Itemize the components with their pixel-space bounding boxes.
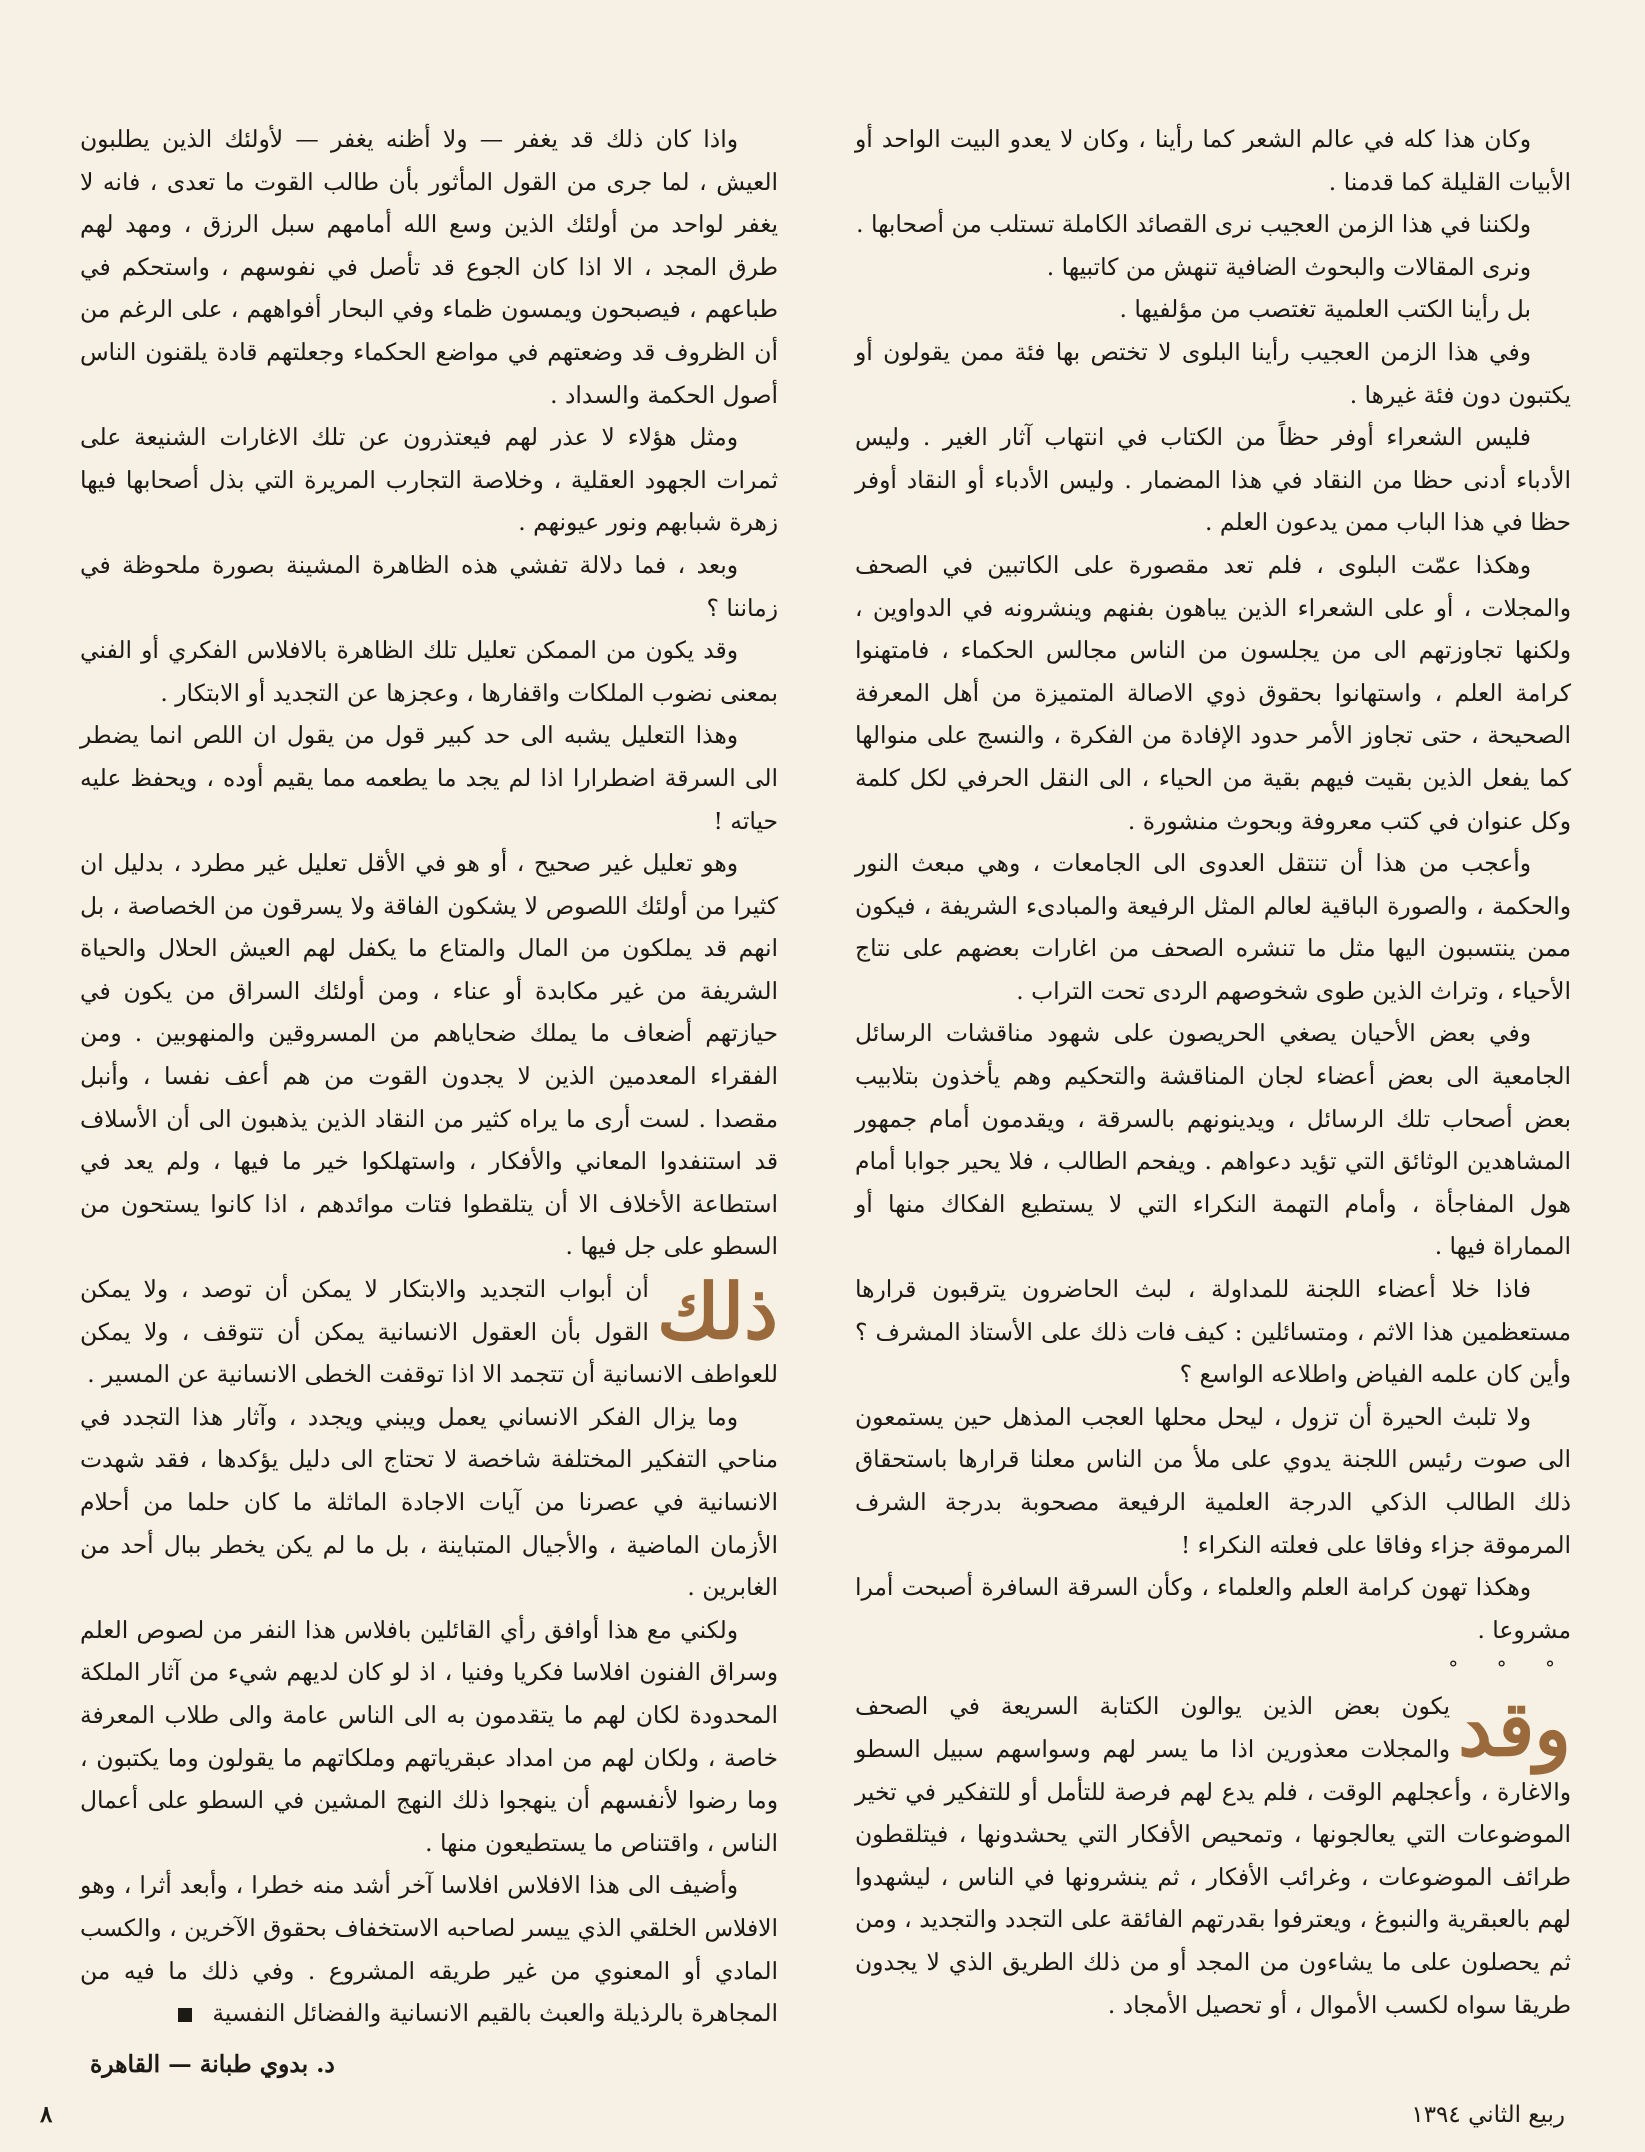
- paragraph: ولا تلبث الحيرة أن تزول ، ليحل محلها العجب المذهل حين يستمعون الى صوت رئيس اللجنة يدوي على ملأ من الناس معلنا قرارها باستحقاق ذلك الطالب الذكي الدرجة العلمية الرفيعة مصحوبة بدرجة الشرف المرموقة جزاء وفاقا على فعلته النكراء !: [855, 1402, 1571, 1559]
- paragraph: ولكني مع هذا أوافق رأي القائلين بافلاس هذا النفر من لصوص العلم وسراق الفنون افلاسا فكريا وفنيا ، اذ لو كان لديهم شيء من آثار الملكة المحدودة لكان لهم ما يتقدمون به الى الناس عامة والى طلاب المعرفة خاصة ، ولكان لهم من امداد عبقرياتهم وملكاتهم ما يقولون وما يكتبون ، وما رضوا لأنفسهم أن ينهجوا ذلك النهج المشين في السطو على أعمال الناس ، واقتناص ما يستطيعون منها .: [80, 1615, 778, 1857]
- right-column: [855, 118, 1571, 2026]
- paragraph: وبعد ، فما دلالة تفشي هذه الظاهرة المشينة بصورة ملحوظة في زماننا ؟: [80, 550, 778, 622]
- paragraph: وفي هذا الزمن العجيب رأينا البلوى لا تختص بها فئة ممن يقولون أو يكتبون دون فئة غيرها .: [855, 337, 1571, 409]
- left-column: [80, 118, 778, 2085]
- paragraph: واذا كان ذلك قد يغفر — ولا أظنه يغفر — لأولئك الذين يطلبون العيش ، لما جرى من القول المأثور بأن طالب القوت ما تعدى ، فانه لا يغفر لواحد من أولئك الذين وسع الله أمامهم سبل الرزق ، ومهد لهم طرق المجد ، الا اذا كان الجوع قد تأصل في نفوسهم ، واستحكم في طباعهم ، فيصبحون ويمسون ظماء وفي البحار أفواههم ، على الرغم من أن الظروف قد وضعتهم في مواضع الحكماء وجعلتهم قادة يلقنون الناس أصول الحكمة والسداد .: [80, 125, 778, 409]
- section-separator: ° ° °: [1448, 1656, 1571, 1681]
- paragraph: [80, 1864, 778, 2034]
- paragraph: وفي بعض الأحيان يصغي الحريصون على شهود مناقشات الرسائل الجامعية الى بعض أعضاء لجان المناقشة والتحكيم وهم يأخذون بتلابيب بعض أصحاب تلك الرسائل ، ويدينونهم بالسرقة ، ويقدمون أمام جمهور المشاهدين الوثائق التي تؤيد دعواهم . ويفحم الطالب ، فلا يحير جوابا أمام هول المفاجأة ، وأمام التهمة النكراء التي لا يستطيع الفكاك منها أو المماراة فيها .: [855, 1019, 1571, 1261]
- paragraph: وهكذا تهون كرامة العلم والعلماء ، وكأن السرقة السافرة أصبحت أمرا مشروعا .: [855, 1573, 1571, 1644]
- paragraph: وأعجب من هذا أن تنتقل العدوى الى الجامعات ، وهي مبعث النور والحكمة ، والصورة الباقية لعالم المثل الرفيعة والمبادىء الشريفة ، فيكون ممن ينتسبون اليها مثل ما تنشره الصحف من اغارات بعضهم على نتاج الأحياء ، وتراث الذين طوى شخوصهم الردى تحت التراب .: [855, 849, 1571, 1005]
- end-of-article-mark: [178, 2008, 192, 2022]
- paragraph: ومثل هؤلاء لا عذر لهم فيعتذرون عن تلك الاغارات الشنيعة على ثمرات الجهود العقلية ، وخلاصة التجارب المريرة التي بذل أصحابها فيها زهرة شبابهم ونور عيونهم .: [80, 423, 778, 537]
- paragraph: وهكذا عمّت البلوى ، فلم تعد مقصورة على الكاتبين في الصحف والمجلات ، أو على الشعراء الذين يباهون بفنهم وينشرونه في الدواوين ، ولكنها تجاوزتهم الى من يجلسون من الناس مجالس الحكماء ، فامتهنوا كرامة العلم ، واستهانوا بحقوق ذوي الاصالة المتميزة من أهل المعرفة الصحيحة ، حتى تجاوز الأمر حدود الإفادة من الفكرة ، والنسج على منوالها كما يفعل الذين بقيت فيهم بقية من الحياء ، الى النقل الحرفي لكل كلمة وكل عنوان في كتب معروفة وبحوث منشورة .: [855, 550, 1571, 835]
- paragraph: وهو تعليل غير صحيح ، أو هو في الأقل تعليل غير مطرد ، بدليل ان كثيرا من أولئك اللصوص لا يشكون الفاقة ولا يسرقون من الخصاصة ، بل انهم قد يملكون من المال والمتاع ما يكفل لهم العيش الحلال والحياة الشريفة من غير مكابدة أو عناء ، ومن أولئك السراق من يكون في حيازتهم أضعاف ما يملك ضحاياهم من المسروقين والمنهوبين . ومن الفقراء المعدمين الذين لا يجدون القوت من هم أعف نفسا ، وأنبل مقصدا . لست أرى ما يراه كثير من النقاد الذين يذهبون الى أن الأسلاف قد استنفدوا المعاني والأفكار ، واستهلكوا خير ما فيها ، ولم يعد في استطاعة الأخلاف الا أن يتلقطوا فتات موائدهم ، اذا كانوا يستحون من السطو على جل فيها .: [80, 849, 778, 1261]
- drop-word: ذلك: [656, 1267, 778, 1357]
- paragraph: يكون بعض الذين يوالون الكتابة السريعة في الصحف والمجلات معذورين اذا ما يسر لهم وسواسهم سبيل السطو والاغارة ، وأعجلهم الوقت ، فلم يدع لهم فرصة للتأمل أو للتفكير في تخير الموضوعات التي يعالجونها ، وتمحيص الأفكار التي يحشدونها ، فيتلقطون طرائف الموضوعات ، وغرائب الأفكار ، ثم ينشرونها في الناس ، ليشهدوا لهم بالعبقرية والنبوغ ، ويعترفوا بقدرتهم الفائقة على التجدد والتجديد ، ومن ثم يحصلون على ما يشاءون من المجد أو من ذلك الطريق الذي لا يجدون طريقا سواه لكسب الأموال ، أو تحصيل الأمجاد .: [855, 1692, 1571, 2019]
- page-footer: [0, 2094, 1645, 2134]
- paragraph: فاذا خلا أعضاء اللجنة للمداولة ، لبث الحاضرون يترقبون قرارها مستعظمين هذا الاثم ، ومتسائلين : كيف فات ذلك على الأستاذ المشرف ؟ وأين كان علمه الفياض واطلاعه الواسع ؟: [855, 1275, 1571, 1389]
- paragraph: ونرى المقالات والبحوث الضافية تنهش من كاتبيها .: [1046, 252, 1531, 281]
- paragraph-text: وأضيف الى هذا الافلاس افلاسا آخر أشد منه خطرا ، وأبعد أثرا ، وهو الافلاس الخلقي الذي ييسر لصاحبه الاستخفاف بحقوق الآخرين ، والكسب المادي أو المعنوي من غير طريقه المشروع . وفي ذلك ما فيه من المجاهرة بالرذيلة والعبث بالقيم الانسانية والفضائل النفسية: [80, 1871, 778, 2028]
- paragraph: أن أبواب التجديد والابتكار لا يمكن أن توصد ، ولا يمكن القول بأن العقول الانسانية يمكن أن تتوقف ، ولا يمكن للعواطف الانسانية أن تتجمد الا اذا توقفت الخطى الانسانية عن المسير .: [80, 1275, 778, 1389]
- paragraph: وكان هذا كله في عالم الشعر كما رأينا ، وكان لا يعدو البيت الواحد أو الأبيات القليلة كما قدمنا .: [855, 125, 1571, 196]
- paragraph: وهذا التعليل يشبه الى حد كبير قول من يقول ان اللص انما يضطر الى السرقة اضطرارا اذا لم يجد ما يطعمه مما يقيم أوده ، ويحفظ عليه حياته !: [80, 721, 778, 835]
- page-number: ٨: [40, 2101, 53, 2128]
- issue-date: ربيع الثاني ١٣٩٤: [1411, 2102, 1565, 2128]
- dropcap-block: [80, 1268, 778, 1396]
- dropcap-block: [855, 1685, 1571, 2026]
- paragraph: ولكننا في هذا الزمن العجيب نرى القصائد الكاملة تستلب من أصحابها .: [856, 210, 1531, 239]
- author-signature: د. بدوي طبانة — القاهرة: [90, 2049, 335, 2078]
- paragraph: فليس الشعراء أوفر حظاً من الكتاب في انتهاب آثار الغير . وليس الأدباء أدنى حظا من النقاد في هذا المضمار . وليس الأدباء أو النقاد أوفر حظا في هذا الباب ممن يدعون العلم .: [855, 423, 1571, 537]
- paragraph: وقد يكون من الممكن تعليل تلك الظاهرة بالافلاس الفكري أو الفني بمعنى نضوب الملكات واقفارها ، وعجزها عن التجديد أو الابتكار .: [80, 636, 778, 707]
- drop-word: وقد: [1458, 1684, 1571, 1774]
- paragraph: بل رأينا الكتب العلمية تغتصب من مؤلفيها .: [1119, 295, 1531, 324]
- paragraph: وما يزال الفكر الانساني يعمل ويبني ويجدد ، وآثار هذا التجدد في مناحي التفكير المختلفة شاخصة لا تحتاج الى دليل يؤكدها ، فقد شهدت الانسانية في عصرنا من آيات الاجادة الماثلة ما كان حلما من أحلام الأزمان الماضية ، والأجيال المتباينة ، بل ما لم يكن يخطر ببال أحد من الغابرين .: [80, 1402, 778, 1602]
